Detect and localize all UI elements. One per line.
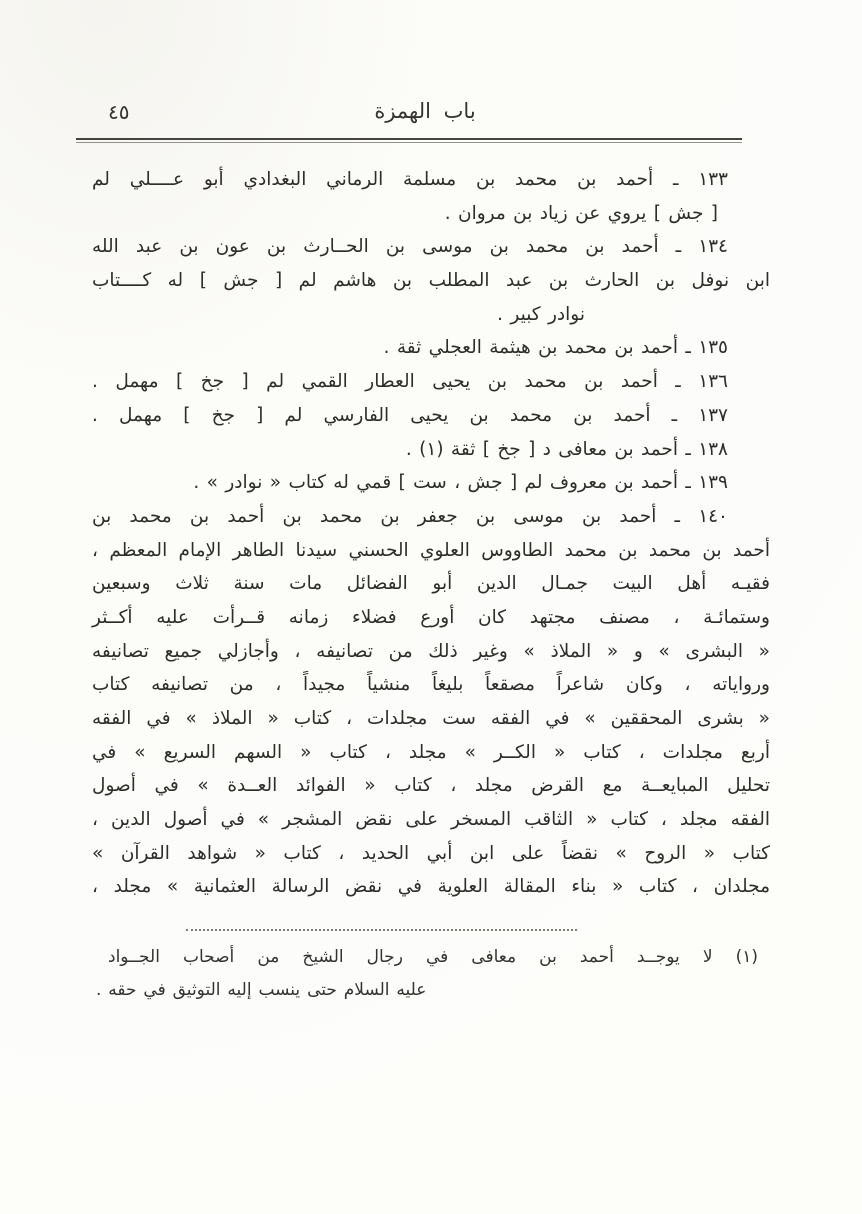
entry-140-line-7: « بشرى المحققين » في الفقه ست مجلدات ، كتاب « الملاذ » في الفقه <box>92 708 770 729</box>
entry-136-line: ١٣٦ ـ أحمد بن محمد بن يحيى العطار القمي لم [ جخ ] مهمل . <box>92 371 728 393</box>
body-text <box>92 163 770 904</box>
entry-134-line-2: ابن نوفل بن الحارث بن عبد المطلب بن هاشم لم [ جش ] له كــــتاب <box>92 270 770 292</box>
entry-134-line-1: ١٣٤ ـ أحمد بن محمد بن موسى بن الحــارث بن عون بن عبد الله <box>92 236 728 258</box>
entry-140-line-8: أربع مجلدات ، كتاب « الكــر » مجلد ، كتاب « السهم السريع » في <box>92 741 770 763</box>
entry-140-line-2: أحمد بن محمد بن محمد الطاووس العلوي الحسني سيدنا الطاهر الإمام المعظم ، <box>92 539 770 561</box>
entry-140-line-3: فقيـه أهل البيت جمـال الدين أبو الفضائل مات سنة ثلاث وسبعين <box>92 573 770 595</box>
footnote-line-1: (١) لا يوجــد أحمد بن معافى في رجال الشيخ من أصحاب الجــواد <box>108 947 758 967</box>
entry-140-line-4: وستمائـة ، مصنف مجتهد كان أورع فضلاء زمانه قــرأت عليه أكــثر <box>92 606 770 628</box>
entry-135-line: ١٣٥ ـ أحمد بن محمد بن هيثمة العجلي ثقة . <box>383 337 728 359</box>
entry-140-line-6: ورواياته ، وكان شاعراً مصقعاً بليغاً منشياً مجيداً ، من تصانيفه كتاب <box>92 674 770 696</box>
entry-140-line-9: تحليل المبايعــة مع القرض مجلد ، كتاب « الفوائد العــدة » في أصول <box>92 775 770 797</box>
footnote-line-2: عليه السلام حتى ينسب إليه التوثيق في حقه . <box>96 980 427 1000</box>
entry-140-line-11: كتاب « الروح » نقضاً على ابن أبي الحديد ، كتاب « شواهد القرآن » <box>92 842 770 864</box>
entry-134-line-3: نوادر كبير . <box>497 303 585 325</box>
entry-138-line: ١٣٨ ـ أحمد بن معافى د [ جخ ] ثقة (١) . <box>405 438 728 460</box>
entry-137-line: ١٣٧ ـ أحمد بن محمد بن يحيى الفارسي لم [ جخ ] مهمل . <box>92 404 728 426</box>
entry-133-line-1: ١٣٣ ـ أحمد بن محمد بن مسلمة الرماني البغدادي أبو عــــلي لم <box>92 169 728 190</box>
entry-139-line: ١٣٩ ـ أحمد بن معروف لم [ جش ، ست ] قمي له كتاب « نوادر » . <box>193 472 728 494</box>
entry-140-line-5: « البشرى » و « الملاذ » وغير ذلك من تصانيفه ، وأجازلي جميع تصانيفه <box>92 640 770 662</box>
chapter-title: باب الهمزة <box>374 99 476 123</box>
entry-140-line-1: ١٤٠ ـ أحمد بن موسى بن جعفر بن محمد بن أحمد بن محمد بن <box>92 505 728 527</box>
header-rule <box>76 138 742 143</box>
entry-140-line-10: الفقه مجلد ، كتاب « الثاقب المسخر على نقض المشجر » في أصول الدين ، <box>92 809 770 831</box>
entry-133-line-2: [ جش ] يروي عن زياد بن مروان . <box>444 202 718 224</box>
footnote <box>92 941 770 1007</box>
page-number: ٤٥ <box>108 100 130 124</box>
footnote-separator <box>186 929 577 931</box>
entry-140-line-12: مجلدان ، كتاب « بناء المقالة العلوية في نقض الرسالة العثمانية » مجلد ، <box>92 876 770 898</box>
